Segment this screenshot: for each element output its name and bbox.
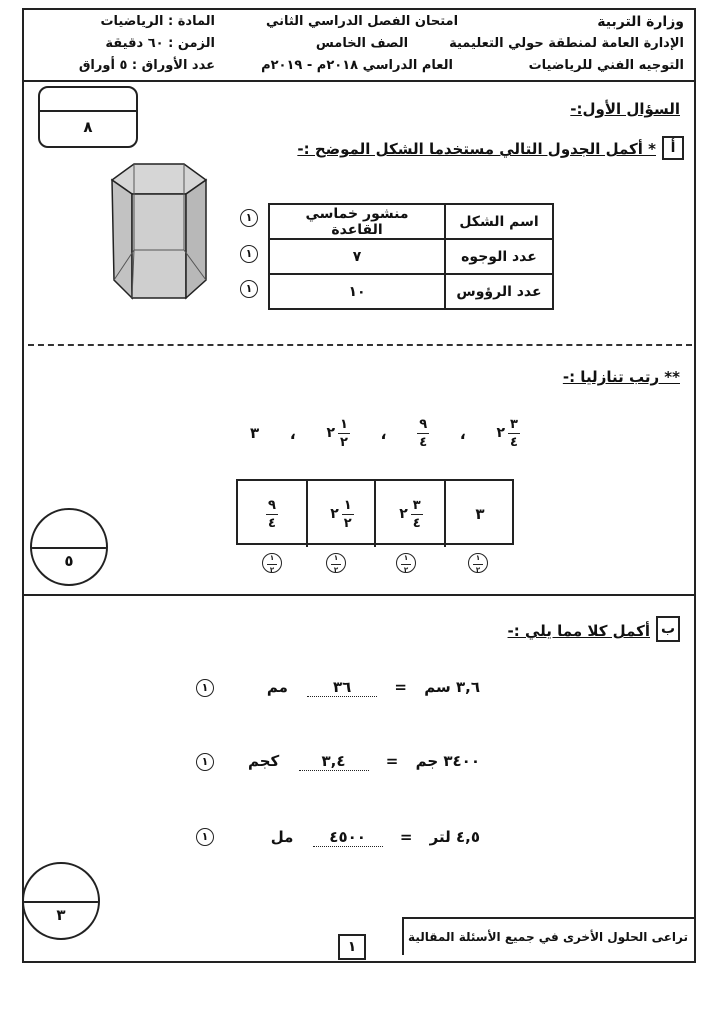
table-label-cell: اسم الشكل xyxy=(445,204,553,239)
half-mark-circle xyxy=(262,553,282,573)
conversion-item-1 xyxy=(267,678,480,697)
pentagonal-prism-figure xyxy=(108,158,212,306)
fraction xyxy=(327,555,345,574)
department-name: التوجيه الفني للرياضيات xyxy=(528,58,684,73)
mark-circle: ١ xyxy=(240,245,258,263)
fraction xyxy=(338,418,350,449)
footer-note-box xyxy=(402,917,696,955)
answer-cell-1 xyxy=(444,481,514,547)
conversion-item-3 xyxy=(271,828,480,847)
numerator: ١ xyxy=(267,555,277,565)
numerator: ١ xyxy=(331,555,341,565)
answer-unit: كجم xyxy=(247,752,280,770)
denominator: ٤ xyxy=(412,515,421,531)
part-a-instruction: * أكمل الجدول التالي مستخدما الشكل الموضح :- xyxy=(297,140,656,158)
footer-note: تراعى الحلول الأخرى في جميع الأسئلة المقالية xyxy=(408,930,688,944)
order-answer-box xyxy=(236,479,514,545)
table-value-cell: ٧ xyxy=(269,239,445,274)
numerator: ٩ xyxy=(268,497,276,513)
fraction xyxy=(508,418,520,449)
whole-part: ٢ xyxy=(399,506,408,522)
academic-year: العام الدراسي ٢٠١٨م - ٢٠١٩م xyxy=(261,58,453,73)
order-instruction: ** رتب تنازليا :- xyxy=(562,368,680,386)
fraction xyxy=(469,555,487,574)
table-value-cell: منشور خماسي القاعدة xyxy=(269,204,445,239)
mark-circle: ١ xyxy=(196,828,214,846)
equals-sign: = xyxy=(399,828,413,846)
question1-title: السؤال الأول:- xyxy=(570,100,680,118)
answer-value: ٤٥٠٠ xyxy=(313,828,383,847)
separator: ، xyxy=(289,423,296,443)
answer-value: ٣ xyxy=(475,505,485,523)
mark-circle: ١ xyxy=(240,280,258,298)
denominator: ٤ xyxy=(419,434,428,450)
mixed-number xyxy=(399,499,422,530)
denominator: ٤ xyxy=(268,515,276,531)
page-number: ١ xyxy=(338,934,366,960)
table-label-cell: عدد الرؤوس xyxy=(445,274,553,309)
numerator: ٩ xyxy=(419,416,428,432)
numerator: ١ xyxy=(343,497,352,513)
given-number-2 xyxy=(417,418,429,449)
part-b-label: ب xyxy=(656,616,680,642)
part-b-instruction: أكمل كلا مما يلي :- xyxy=(507,622,650,640)
table-label-cell: عدد الوجوه xyxy=(445,239,553,274)
half-mark-circle xyxy=(396,553,416,573)
equals-sign: = xyxy=(394,678,407,696)
score-divider xyxy=(32,547,106,549)
given-unit: لتر xyxy=(429,828,451,846)
fraction xyxy=(411,499,423,530)
fraction xyxy=(342,499,354,530)
numerator: ١ xyxy=(473,555,483,565)
given-number-3 xyxy=(326,418,349,449)
answer-value: ٣,٤ xyxy=(299,752,369,771)
given-value: ٣٤٠٠ xyxy=(443,752,480,770)
equals-sign: = xyxy=(385,752,399,770)
part-a-label: أ xyxy=(662,136,684,160)
total-score-box xyxy=(38,86,138,148)
given-number-4: ٣ xyxy=(250,424,260,442)
half-mark-circle xyxy=(468,553,488,573)
given-value: ٣,٦ xyxy=(455,678,480,696)
numerator: ٣ xyxy=(412,497,421,513)
answer-cell-4 xyxy=(238,481,306,547)
answer-unit: مل xyxy=(270,828,294,846)
mark-circle: ١ xyxy=(196,753,214,771)
given-value: ٤,٥ xyxy=(455,828,480,846)
score-divider xyxy=(24,901,98,903)
ministry-name: وزارة التربية xyxy=(597,14,684,30)
score-divider xyxy=(40,110,136,112)
given-number-1 xyxy=(496,418,519,449)
denominator: ٤ xyxy=(510,434,518,450)
exam-time: الزمن : ٦٠ دقيقة xyxy=(105,36,215,51)
mark-circle: ١ xyxy=(240,209,258,227)
whole-part: ٢ xyxy=(330,506,339,522)
total-score: ٨ xyxy=(83,118,93,136)
answer-cell-3 xyxy=(306,481,376,547)
denominator: ٢ xyxy=(269,566,275,574)
separator: ، xyxy=(459,423,466,443)
directorate-name: الإدارة العامة لمنطقة حولي التعليمية xyxy=(449,36,684,51)
given-unit: سم xyxy=(424,678,451,696)
fraction xyxy=(397,555,415,574)
table-row xyxy=(269,204,553,239)
mark-circle: ١ xyxy=(196,679,214,697)
denominator: ٢ xyxy=(403,566,409,574)
fraction xyxy=(263,555,281,574)
conversion-item-2 xyxy=(248,752,480,771)
numerator: ١ xyxy=(401,555,411,565)
table-row xyxy=(269,274,553,309)
grade: الصف الخامس xyxy=(315,36,409,51)
given-numbers xyxy=(250,410,520,456)
prism-table xyxy=(268,203,554,310)
denominator: ٢ xyxy=(475,566,481,574)
page-count: عدد الأوراق : ٥ أوراق xyxy=(78,58,215,73)
answer-cell-2 xyxy=(374,481,446,547)
given-unit: جم xyxy=(415,752,439,770)
exam-title: امتحان الفصل الدراسي الثاني xyxy=(265,14,459,29)
answer-unit: مم xyxy=(266,678,288,696)
subject: المادة : الرياضيات xyxy=(100,14,215,29)
denominator: ٢ xyxy=(333,566,339,574)
order-score: ٥ xyxy=(64,552,74,570)
part-b-score-circle xyxy=(22,862,100,940)
denominator: ٢ xyxy=(343,515,352,531)
denominator: ٢ xyxy=(340,434,348,450)
section-divider xyxy=(22,594,696,596)
whole-part: ٢ xyxy=(326,425,335,441)
section-divider xyxy=(28,344,692,346)
separator: ، xyxy=(380,423,387,443)
mixed-number xyxy=(330,499,353,530)
part-b-score: ٣ xyxy=(56,906,66,924)
header-divider xyxy=(22,80,696,82)
table-row xyxy=(269,239,553,274)
order-score-circle xyxy=(30,508,108,586)
fraction xyxy=(266,499,278,530)
table-value-cell: ١٠ xyxy=(269,274,445,309)
half-mark-circle xyxy=(326,553,346,573)
numerator: ١ xyxy=(340,416,348,432)
answer-value: ٣٦ xyxy=(307,678,377,697)
whole-part: ٢ xyxy=(496,425,506,441)
numerator: ٣ xyxy=(510,416,518,432)
